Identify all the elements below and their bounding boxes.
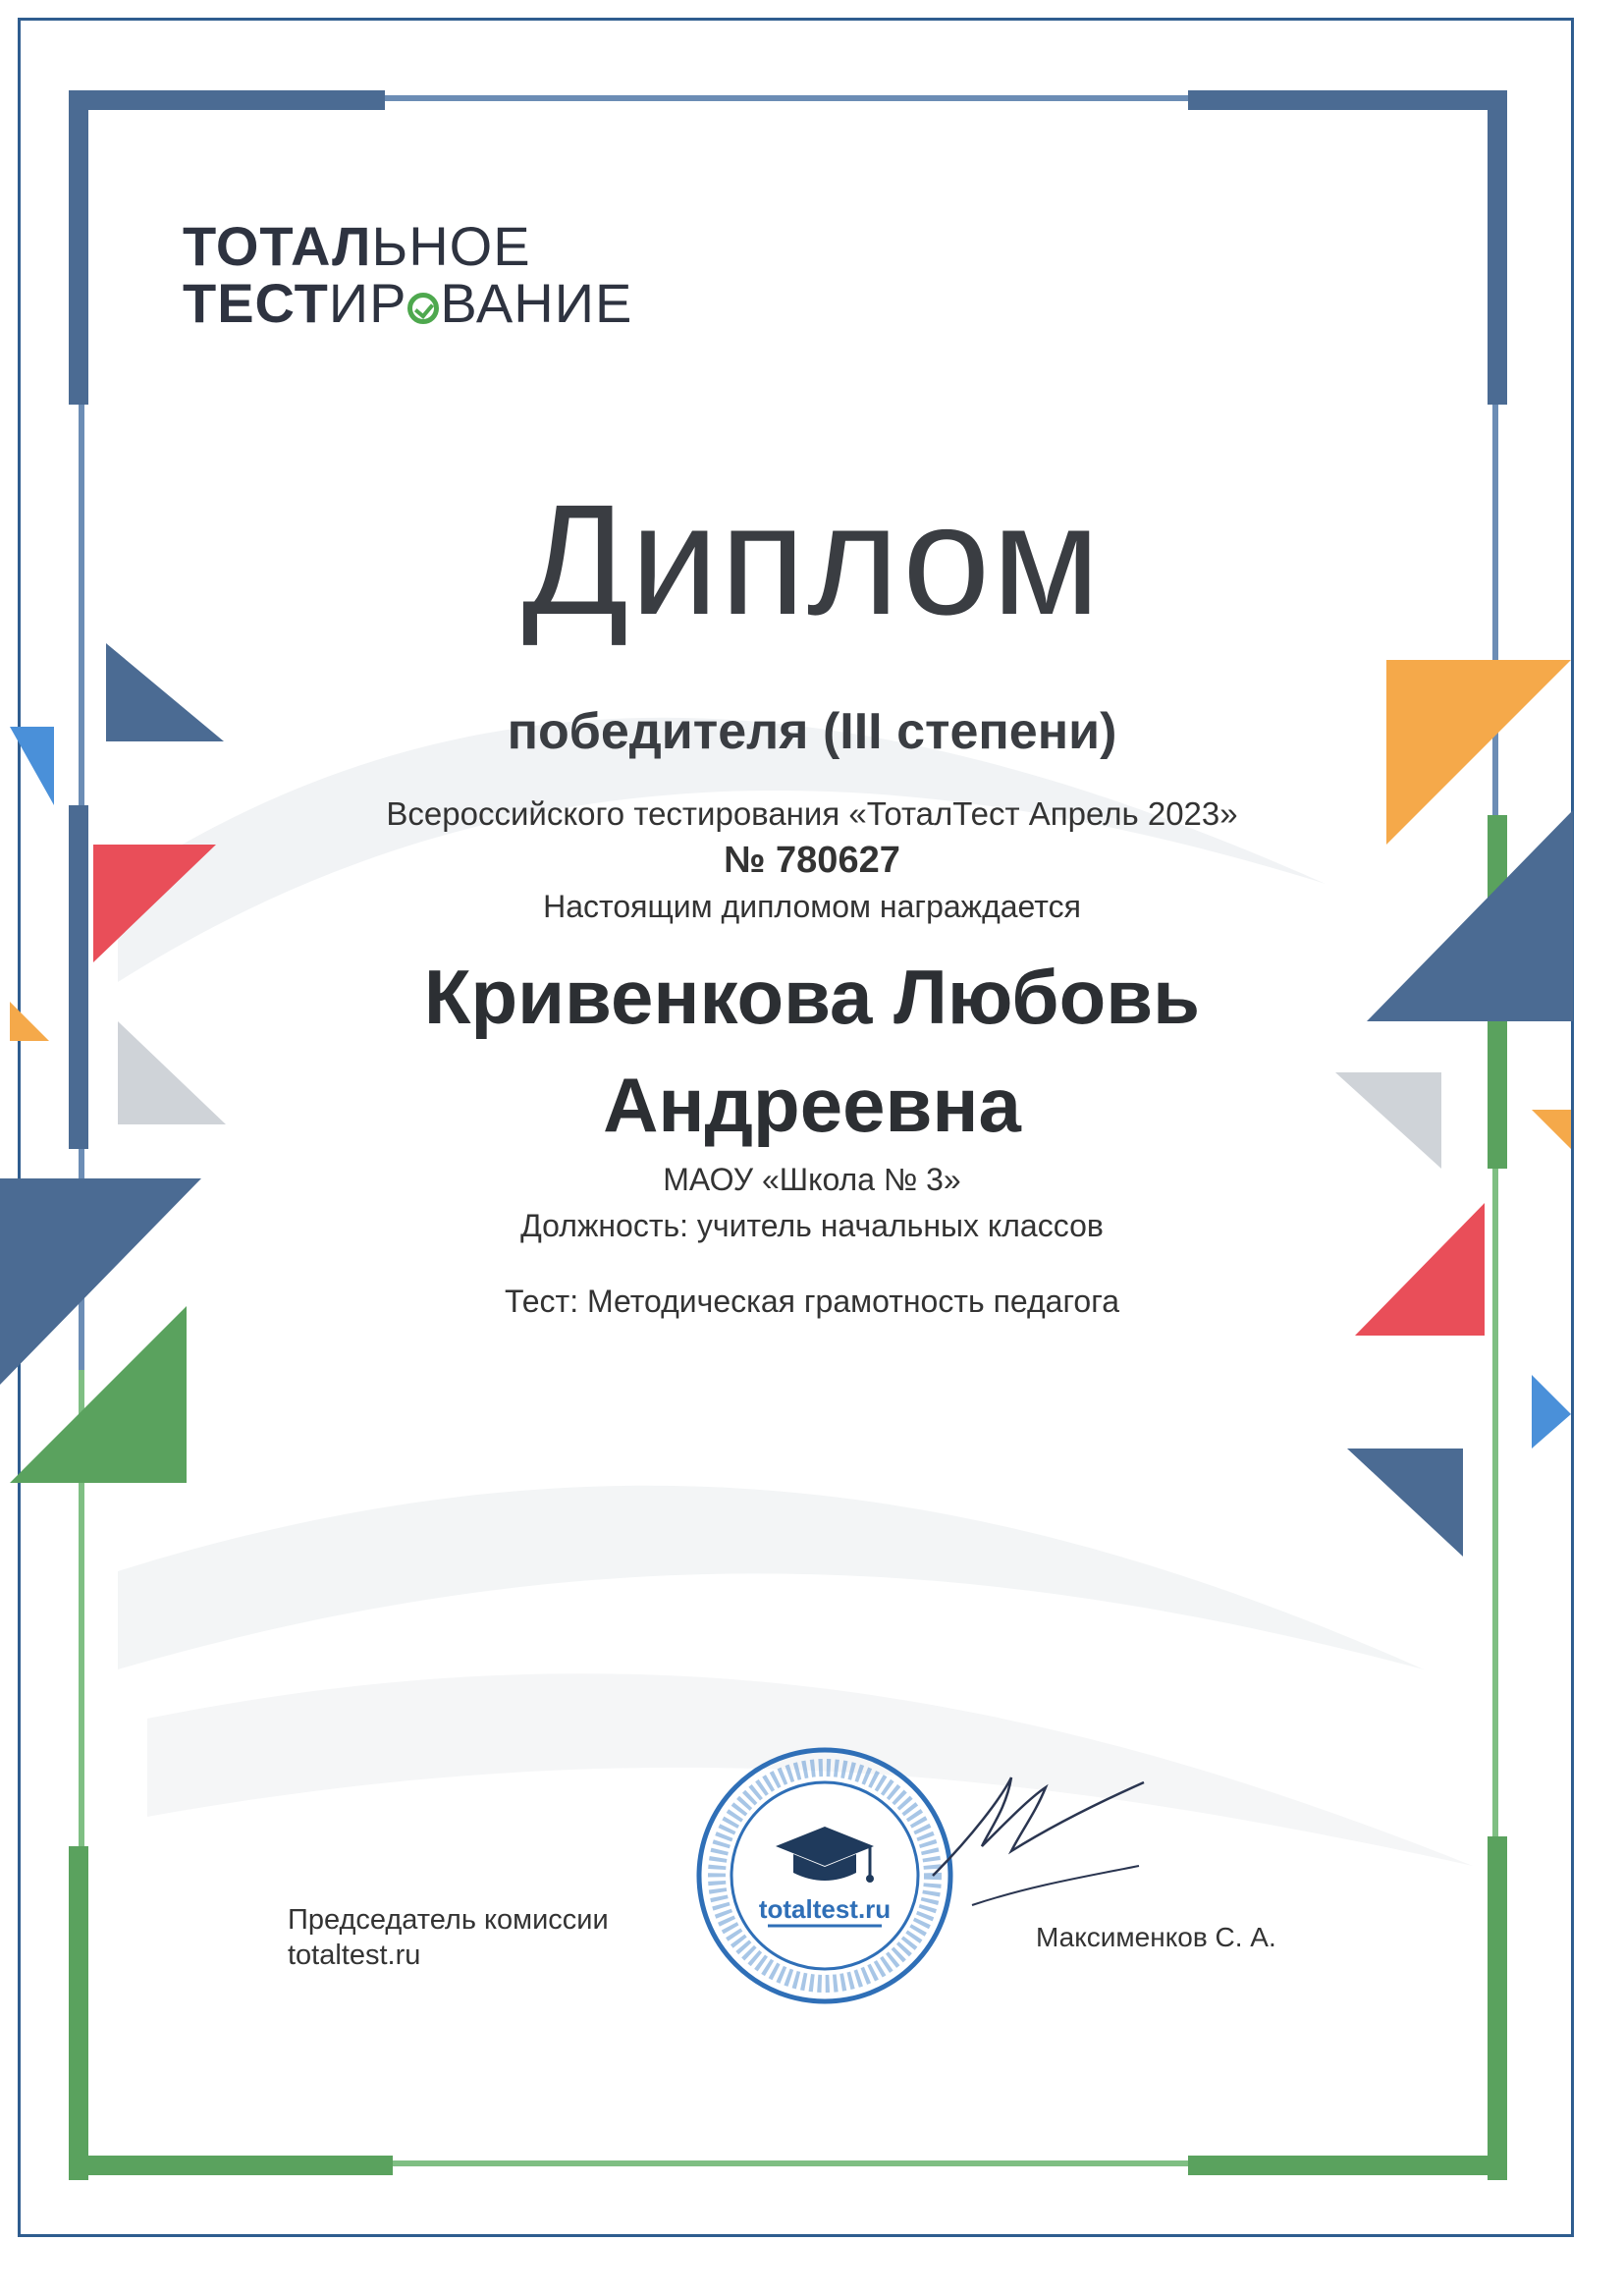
- diploma-title: Диплом: [521, 471, 1103, 647]
- test-name: Тест: Методическая грамотность педагога: [505, 1284, 1119, 1319]
- recipient-name-line-1: Кривенкова Любовь: [423, 954, 1201, 1040]
- frame-bottom-right: [1188, 2156, 1507, 2175]
- frame-right-top: [1488, 90, 1507, 405]
- organization: МАОУ «Школа № 3»: [663, 1162, 961, 1197]
- logo-line-1: [183, 215, 632, 277]
- diploma-degree: победителя (III степени): [507, 703, 1117, 760]
- frame-left-bottom: [69, 1846, 88, 2180]
- frame-right-bottom: [1488, 1836, 1507, 2180]
- frame-top-left: [69, 90, 385, 110]
- logo-line-2-bold: ТЕСТ: [183, 272, 329, 334]
- frame-bottom-left: [69, 2156, 393, 2175]
- logo-line-1-rest: ЬНОЕ: [371, 215, 531, 277]
- signer-name: Максименков С. А.: [1036, 1922, 1276, 1952]
- logo-line-2-mid: ИР: [328, 272, 407, 334]
- logo-line-1-bold: ТОТАЛ: [183, 215, 372, 277]
- awarded-text: Настоящим дипломом награждается: [543, 889, 1081, 924]
- recipient-name-line-2: Андреевна: [603, 1062, 1021, 1148]
- chair-block: [288, 1902, 609, 1973]
- logo-line-2: [183, 272, 633, 334]
- event-name: Всероссийского тестирования «ТоталТест Апрель 2023»: [386, 795, 1238, 832]
- logo-line-2-rest: ВАНИЕ: [440, 272, 633, 334]
- signature: [913, 1758, 1149, 1915]
- position: Должность: учитель начальных классов: [520, 1208, 1104, 1243]
- check-circle-icon: [407, 293, 439, 324]
- graduation-cap-icon: [776, 1827, 874, 1883]
- chair-site: totaltest.ru: [288, 1940, 421, 1971]
- chair-title: Председатель комиссии: [288, 1904, 609, 1936]
- frame-left-top: [69, 90, 88, 405]
- logo: [183, 215, 633, 334]
- stamp-text: totaltest.ru: [758, 1894, 892, 1924]
- frame-top-right: [1188, 90, 1507, 110]
- diploma-number: № 780627: [724, 840, 900, 881]
